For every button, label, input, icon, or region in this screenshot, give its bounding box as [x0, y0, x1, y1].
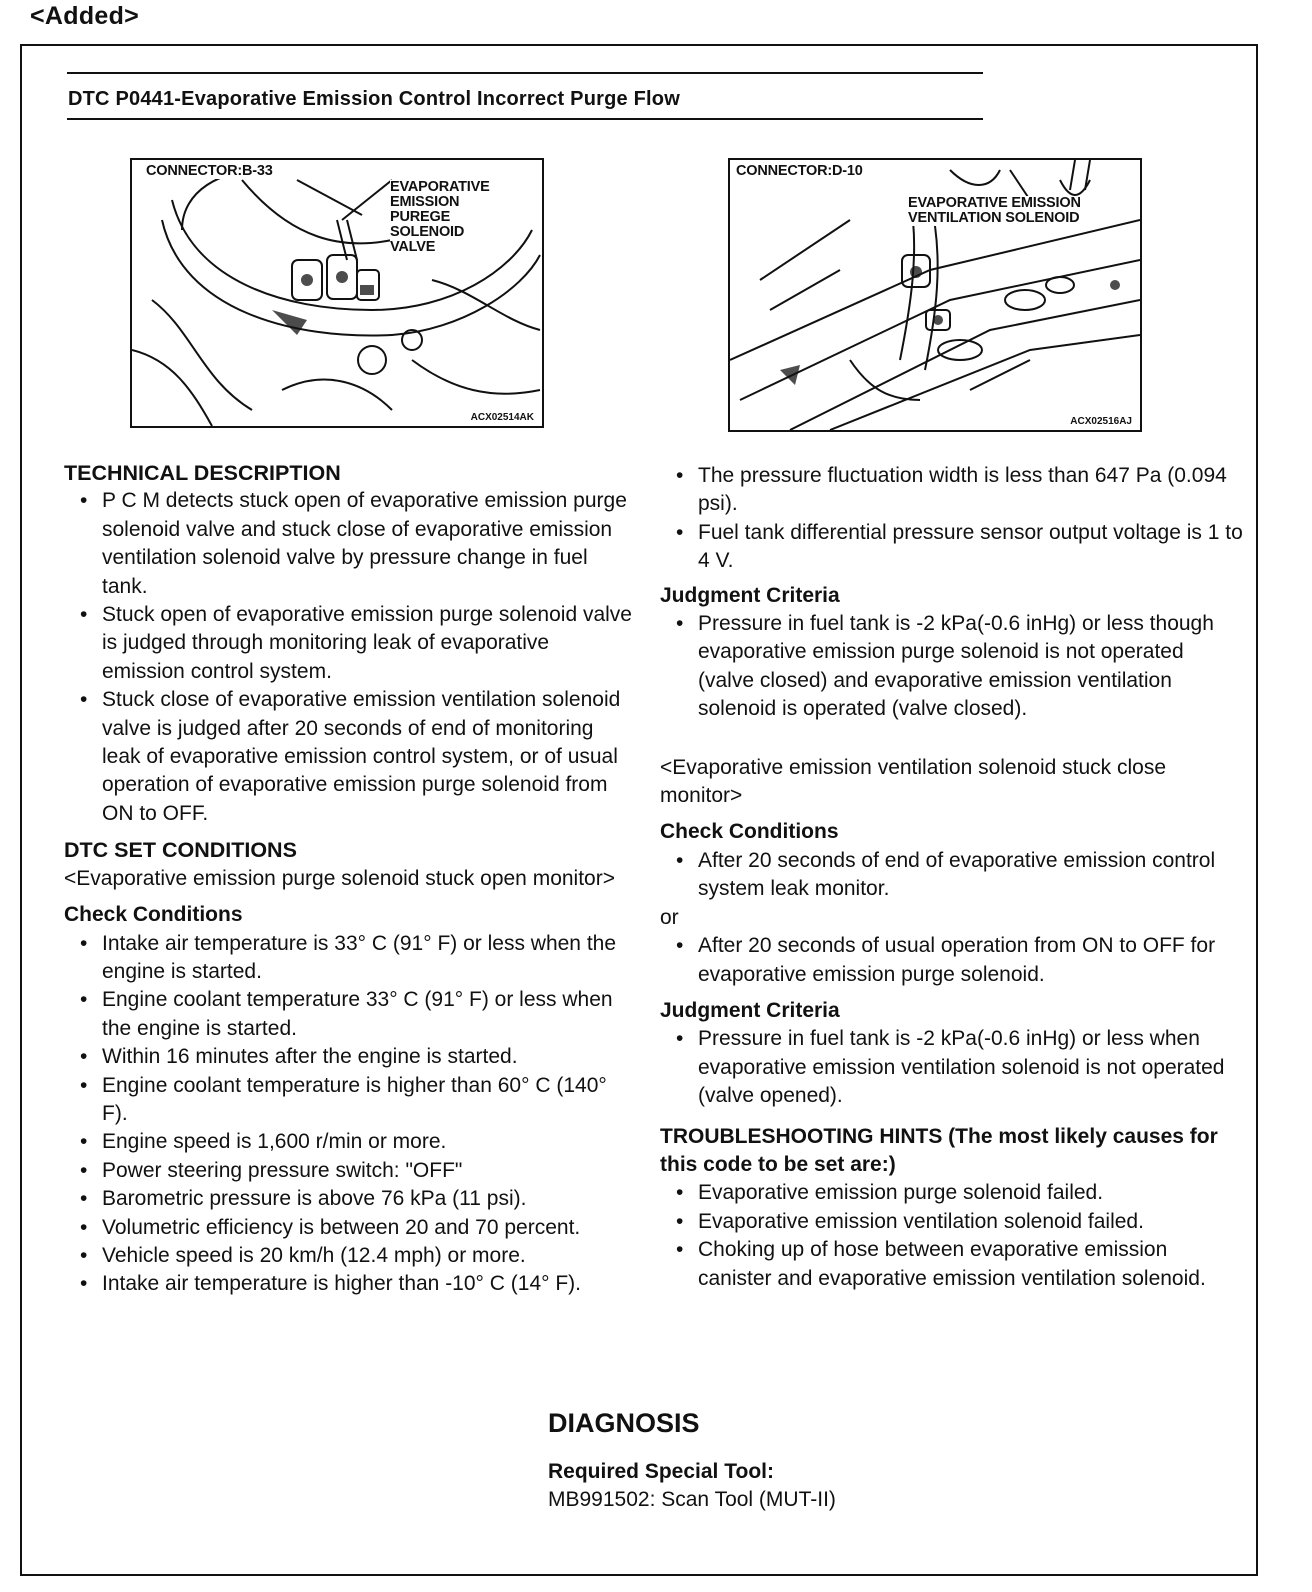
list-item: • Engine coolant temperature 33° C (91° F) or less when the engine is started. — [64, 986, 636, 1043]
or-separator: or — [660, 905, 679, 929]
technical-description-list — [64, 487, 636, 828]
dtc-set-conditions-heading: DTC SET CONDITIONS — [64, 838, 297, 863]
list-item: • Engine coolant temperature is higher than 60° C (140° F). — [64, 1072, 636, 1129]
title-rule-bottom — [67, 118, 983, 120]
list-item: • Stuck open of evaporative emission purge solenoid valve is judged through monitoring leak of evaporative emission control system. — [64, 601, 636, 686]
list-item: • Power steering pressure switch: "OFF" — [64, 1157, 636, 1185]
page-title: DTC P0441-Evaporative Emission Control Incorrect Purge Flow — [68, 88, 680, 110]
technical-description-heading: TECHNICAL DESCRIPTION — [64, 461, 341, 485]
check-conditions-heading-2: Check Conditions — [660, 820, 839, 844]
figure-ventilation-solenoid — [728, 158, 1142, 432]
page-label: <Added> — [30, 2, 140, 30]
judgment-criteria-heading-2: Judgment Criteria — [660, 998, 840, 1022]
judgment-criteria-list-2 — [660, 1025, 1244, 1110]
check-conditions-heading: Check Conditions — [64, 903, 243, 927]
figure-purge-solenoid — [130, 158, 544, 428]
judgment-criteria-list-1 — [660, 610, 1244, 724]
required-tool-heading: Required Special Tool: — [548, 1460, 774, 1483]
diagnosis-heading: DIAGNOSIS — [548, 1408, 700, 1438]
list-item: • Within 16 minutes after the engine is started. — [64, 1043, 636, 1071]
list-item: • Evaporative emission ventilation solenoid failed. — [660, 1208, 1244, 1236]
purge-solenoid-callout: EVAPORATIVE EMISSION PUREGE SOLENOID VALVE — [390, 179, 490, 255]
pressure-conditions-list — [660, 462, 1244, 576]
list-item: • Intake air temperature is 33° C (91° F) or less when the engine is started. — [64, 930, 636, 987]
list-item: • Barometric pressure is above 76 kPa (11 psi). — [64, 1185, 636, 1213]
required-tool-text: MB991502: Scan Tool (MUT-II) — [548, 1488, 836, 1511]
list-item: • The pressure fluctuation width is less than 647 Pa (0.094 psi). — [660, 462, 1244, 519]
check-conditions-list — [64, 930, 636, 1299]
list-item: • P C M detects stuck open of evaporative emission purge solenoid valve and stuck close of evaporative emission ventilation solenoid valve by pressure change in fuel tank. — [64, 487, 636, 601]
list-item: • Evaporative emission purge solenoid failed. — [660, 1179, 1244, 1207]
check-conditions-list-2b — [660, 932, 1244, 989]
list-item: • After 20 seconds of usual operation from ON to OFF for evaporative emission purge solenoid. — [660, 932, 1244, 989]
list-item: • Pressure in fuel tank is -2 kPa(-0.6 inHg) or less when evaporative emission ventilation solenoid is not operated (valve opened). — [660, 1025, 1244, 1110]
figure-code-right: ACX02516AJ — [1070, 416, 1132, 427]
figure-code-left: ACX02514AK — [470, 412, 534, 423]
troubleshooting-hints-heading: TROUBLESHOOTING HINTS (The most likely causes for this code to be set are:) — [660, 1124, 1218, 1176]
title-rule-top — [67, 72, 983, 74]
list-item: • Intake air temperature is higher than -10° C (14° F). — [64, 1270, 636, 1298]
ventilation-solenoid-callout: EVAPORATIVE EMISSION VENTILATION SOLENOID — [908, 195, 1081, 226]
ventilation-monitor-subheading: <Evaporative emission ventilation solenoid stuck close monitor> — [660, 755, 1167, 808]
list-item: • Stuck close of evaporative emission ventilation solenoid valve is judged after 20 seconds of end of monitoring leak of evaporative emission control system, or of usual operation of evaporative emission purge solenoid from ON to OFF. — [64, 686, 636, 828]
connector-label-d10: CONNECTOR:D-10 — [736, 163, 863, 179]
judgment-criteria-heading-1: Judgment Criteria — [660, 583, 840, 607]
purge-monitor-subheading: <Evaporative emission purge solenoid stuck open monitor> — [64, 866, 615, 890]
troubleshooting-hints-list — [660, 1179, 1244, 1293]
list-item: • Fuel tank differential pressure sensor output voltage is 1 to 4 V. — [660, 519, 1244, 576]
list-item: • Volumetric efficiency is between 20 and 70 percent. — [64, 1214, 636, 1242]
required-tool-block — [548, 1458, 836, 1514]
left-column — [64, 459, 636, 1299]
list-item: • After 20 seconds of end of evaporative emission control system leak monitor. — [660, 847, 1244, 904]
list-item: • Engine speed is 1,600 r/min or more. — [64, 1128, 636, 1156]
list-item: • Vehicle speed is 20 km/h (12.4 mph) or more. — [64, 1242, 636, 1270]
connector-label-b33: CONNECTOR:B-33 — [146, 163, 273, 179]
check-conditions-list-2a — [660, 847, 1244, 904]
list-item: • Choking up of hose between evaporative emission canister and evaporative emission ventilation solenoid. — [660, 1236, 1244, 1293]
list-item: • Pressure in fuel tank is -2 kPa(-0.6 inHg) or less though evaporative emission purge solenoid is not operated (valve closed) and evaporative emission ventilation solenoid is operated (valve closed). — [660, 610, 1244, 724]
right-column — [660, 462, 1244, 1293]
